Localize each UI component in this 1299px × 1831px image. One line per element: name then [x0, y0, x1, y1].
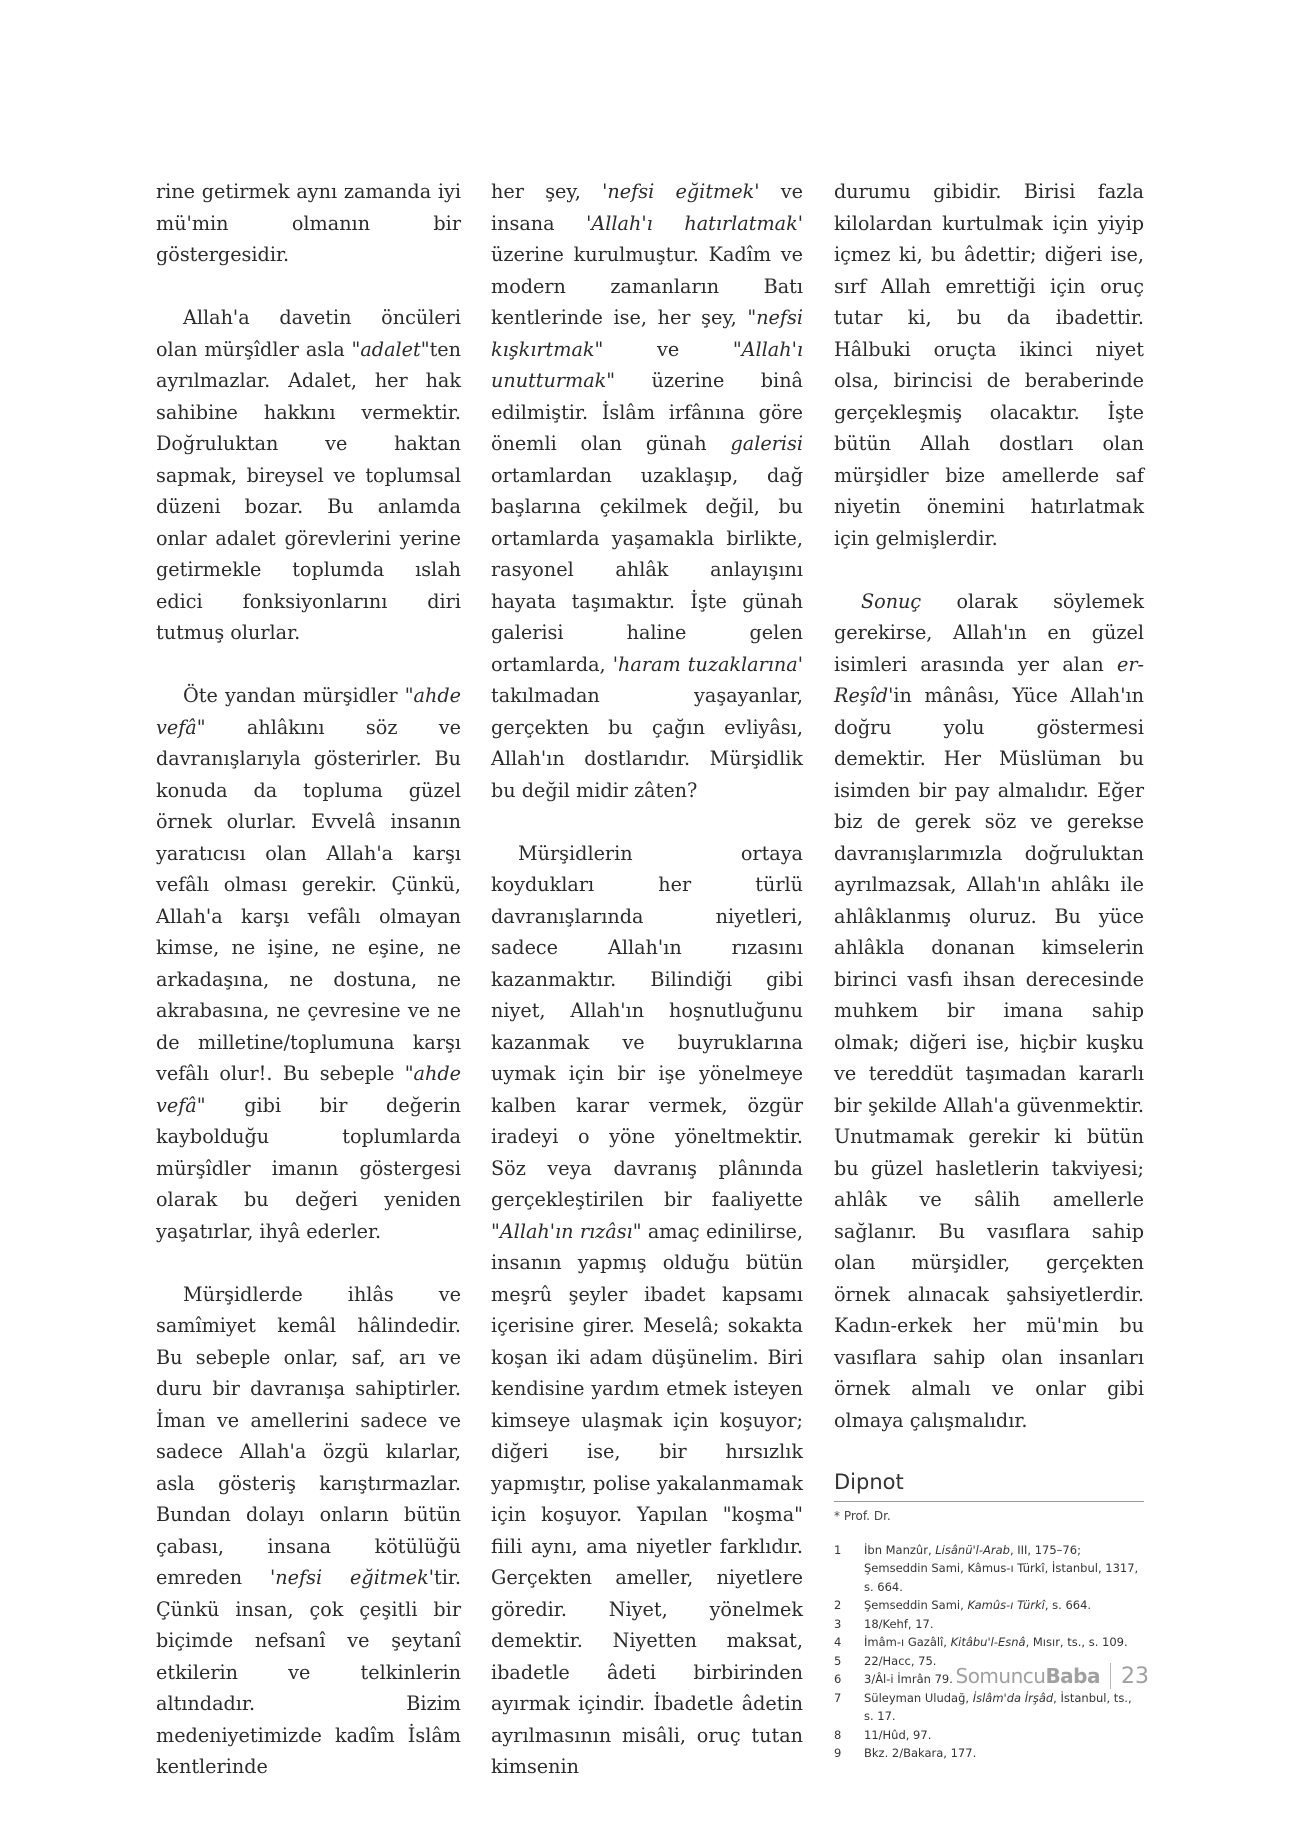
footnote-number: 8	[834, 1727, 842, 1742]
paragraph: durumu gibidir. Birisi fazla kilolardan kurtulmak için yiyip içmez ki, bu âdettir; diğeri ise, sırf Allah emrettiği için oruç tutar ki, bu da ibadettir. Hâlbuki oruçta ikinci niyet olsa, birincisi de beraberinde gerçekleşmiş olacaktır. İşte bütün Allah dostları olan mürşidler bize amellerde saf niyetin önemini hatırlatmak için gelmişlerdir.	[834, 180, 1144, 550]
paragraph: Mürşidlerin ortaya koydukları her türlü davranışlarında niyetleri, sadece Allah'ın rızasını kazanmaktır. Bilindiği gibi niyet, Allah'ın hoşnutluğunu kazanmak ve buyruklarına uymak için bir işe yönelmeye kalben karar vermek, özgür iradeyi o yöne yöneltmektir. Söz veya davranış plânında gerçekleştirilen bir faaliyette "Allah'ın rızâsı" amaç edinilirse, insanın yapmış olduğu bütün meşrû şeyler ibadet kapsamı içerisine girer. Meselâ; sokakta koşan iki adam düşünelim. Biri kendisine yardım etmek isteyen kimseye ulaşmak için koşuyor; diğeri ise, bir hırsızlık yapmıştır, polise yakalanmamak için koşuyor. Yapılan "koşma" fiili aynı, ama niyetler farklıdır. Gerçekten ameller, niyetlere göredir. Niyet, yönelmek demektir. Niyetten maksat, ibadetle âdeti birbirinden ayırmak içindir. İbadetle âdetin ayrılmasının misâli, oruç tutan kimsenin	[491, 841, 803, 1778]
footnote	[834, 1744, 1144, 1763]
footnote-text: 3/Âl-i İmrân 79.	[864, 1672, 953, 1686]
magazine-logo: SomuncuBaba	[955, 1664, 1100, 1688]
footer-divider	[1110, 1663, 1111, 1689]
column-1	[156, 176, 461, 1783]
footnote-text: Şemseddin Sami, Kamûs-ı Türkî, s. 664.	[864, 1598, 1092, 1612]
paragraph: Allah'a davetin öncüleri olan mürşîdler asla "adalet"ten ayrılmazlar. Adalet, her hak sahibine hakkını vermektir. Doğruluktan ve haktan sapmak, bireysel ve toplumsal düzeni bozar. Bu anlamda onlar adalet görevlerini yerine getirmekle toplumda ıslah edici fonksiyonlarını diri tutmuş olurlar.	[156, 306, 461, 644]
paragraph: Mürşidlerde ihlâs ve samîmiyet kemâl hâlindedir. Bu sebeple onlar, saf, arı ve duru bir davranışa sahiptirler. İman ve amellerini sadece ve sadece Allah'a özgü kılarlar, asla gösteriş karıştırmazlar. Bundan dolayı onların bütün çabası, insana kötülüğü emreden 'nefsi eğitmek'tir. Çünkü insan, çok çeşitli bir biçimde nefsanî ve şeytanî etkilerin ve telkinlerin altındadır. Bizim medeniyetimizde kadîm İslâm kentlerinde	[156, 1282, 462, 1778]
footnote-text: 11/Hûd, 97.	[864, 1727, 932, 1742]
footnote-number: 1	[834, 1542, 842, 1557]
paragraph: rine getirmek aynı zamanda iyi mü'min olmanın bir göstergesidir.	[156, 180, 461, 266]
column-2	[491, 176, 803, 1783]
paragraph: Öte yandan mürşidler "ahde vefâ" ahlâkını söz ve davranışlarıyla gösterirler. Bu konuda da topluma güzel örnek olurlar. Evvelâ insanın yaratıcısı olan Allah'a karşı vefâlı olması gerekir. Çünkü, Allah'a karşı vefâlı olmayan kimse, ne işine, ne eşine, ne arkadaşına, ne dostuna, ne akrabasına, ne çevresine ve ne de milletine/toplumuna karşı vefâlı olur!. Bu sebeple "ahde vefâ" gibi bir değerin kaybolduğu toplumlarda mürşîdler imanın göstergesi olarak bu değeri yeniden yaşatırlar, ihyâ ederler.	[156, 684, 461, 1243]
author-note: * Prof. Dr.	[834, 1508, 891, 1523]
footnote	[834, 1541, 1144, 1597]
column-3	[834, 176, 1144, 1763]
page-footer	[956, 1663, 1150, 1689]
footnote	[834, 1615, 1144, 1634]
footnote-text: İbn Manzûr, Lisânü'l-Arab, III, 175–76; Şemseddin Sami, Kâmus-ı Türkî, İstanbul, 1317, s. 664.	[864, 1542, 1139, 1594]
footnote-number: 4	[834, 1635, 842, 1649]
footnote	[834, 1726, 1144, 1745]
footnote-text: Süleyman Uludağ, İslâm'da İrşâd, İstanbul, ts., s. 17.	[864, 1690, 1132, 1723]
footnote-text: İmâm-ı Gazâlî, Kitâbu'l-Esnâ, Mısır, ts., s. 109.	[864, 1635, 1128, 1649]
footnote	[834, 1633, 1144, 1652]
footnote	[834, 1689, 1144, 1726]
footnotes-heading: Dipnot	[834, 1468, 1144, 1502]
footnote-text: 22/Hacc, 75.	[864, 1653, 937, 1668]
page-number: 23	[1121, 1663, 1149, 1689]
footnote-number: 2	[834, 1598, 842, 1612]
paragraph: Sonuç olarak söylemek gerekirse, Allah'ın en güzel isimleri arasında yer alan er-Reşîd'in mânâsı, Yüce Allah'ın doğru yolu göstermesi demektir. Her Müslüman bu isimden bir pay almalıdır. Eğer biz de gerek söz ve gerekse davranışlarımızla doğruluktan ayrılmazsak, Allah'ın ahlâkı ile ahlâklanmış oluruz. Bu yüce ahlâkla donanan kimselerin birinci vasfı ihsan derecesinde muhkem bir imana sahip olmak; diğeri ise, hiçbir kuşku ve tereddüt taşımadan kararlı bir şekilde Allah'a güvenmektir. Unutmamak gerekir ki bütün bu güzel hasletlerin takviyesi; ahlâk ve sâlih amellerle sağlanır. Bu vasıflara sahip olan mürşidler, gerçekten örnek alınacak şahsiyetlerdir. Kadın-erkek her mü'min bu vasıflara sahip olan insanları örnek almalı ve onlar gibi olmaya çalışmalıdır.	[834, 589, 1144, 1432]
paragraph: her şey, 'nefsi eğitmek' ve insana 'Allah'ı hatırlatmak' üzerine kurulmuştur. Kadîm ve modern zamanların Batı kentlerinde ise, her şey, "nefsi kışkırtmak" ve "Allah'ı unutturmak" üzerine binâ edilmiştir. İslâm irfânına göre önemli olan günah galerisi ortamlardan uzaklaşıp, dağ başlarına çekilmek değil, bu ortamlarda yaşamakla birlikte, rasyonel ahlâk anlayışını hayata taşımaktır. İşte günah galerisi haline gelen ortamlarda, 'haram tuzaklarına' takılmadan yaşayanlar, gerçekten bu çağın evliyâsı, Allah'ın dostlarıdır. Mürşidlik bu değil midir zâten?	[491, 180, 804, 802]
footnote-number: 3	[834, 1616, 842, 1631]
footnote-number: 9	[834, 1746, 842, 1760]
footnote-number: 6	[834, 1672, 842, 1686]
footnote-number: 5	[834, 1653, 842, 1668]
footnote-text: Bkz. 2/Bakara, 177.	[864, 1746, 977, 1760]
footnote-text: 18/Kehf, 17.	[864, 1616, 934, 1631]
footnote	[834, 1596, 1144, 1615]
footnote-number: 7	[834, 1690, 842, 1705]
